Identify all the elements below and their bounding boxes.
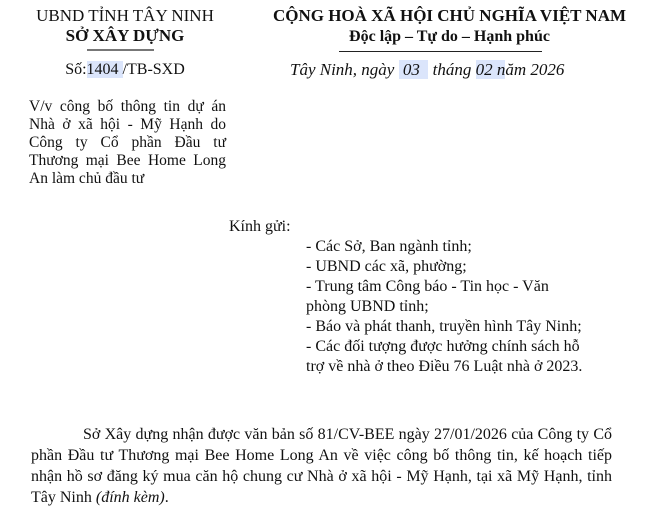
body-text-main: Sở Xây dựng nhận được văn bản số 81/CV-BEE ngày 27/01/2026 của Công ty Cổ phần Đầu tư Thương mại Bee Home Long An về việc công bố thông tin, kế hoạch tiếp nhận hồ sơ đăng ký mua căn hộ chung cư Nhà ở xã hội - Mỹ Hạnh, tại xã Mỹ Hạnh, tỉnh Tây Ninh: [31, 426, 612, 506]
date-day-field[interactable]: 03: [399, 60, 429, 79]
national-header-block: [250, 6, 649, 48]
recipient-item: - Trung tâm Công báo - Tin học - Văn: [306, 278, 549, 295]
recipient-item: - Các đối tượng được hưởng chính sách hỗ: [306, 338, 580, 355]
recipient-item: - Báo và phát thanh, truyền hình Tây Ninh;: [306, 318, 582, 335]
date-year: ăm 2026: [505, 60, 565, 79]
motto-underline: [339, 51, 542, 52]
document-number-field[interactable]: 1404: [86, 61, 119, 78]
recipients-label: Kính gửi:: [229, 218, 291, 235]
date-prefix: Tây Ninh, ngày: [290, 60, 395, 79]
subject-line: An làm chủ đầu tư: [29, 170, 145, 187]
subject-line: Nhà ở xã hội - Mỹ Hạnh do: [29, 116, 226, 133]
subject-line: Công ty Cổ phần Đầu tư: [29, 134, 226, 151]
subject-block: [29, 98, 226, 188]
agency-name: SỞ XÂY DỰNG: [65, 26, 185, 45]
date-month-field[interactable]: 02 n: [475, 60, 506, 79]
document-number: [0, 61, 250, 79]
recipient-item: phòng UBND tỉnh;: [306, 298, 429, 315]
subject-line: Thương mại Bee Home Long: [29, 152, 226, 169]
date-line: [290, 60, 590, 80]
recipients-list: [306, 237, 636, 377]
recipient-item: trợ về nhà ở theo Điều 76 Luật nhà ở 2023.: [306, 358, 583, 375]
national-motto: Độc lập – Tự do – Hạnh phúc: [349, 28, 550, 45]
recipient-item: - UBND các xã, phường;: [306, 258, 467, 275]
document-number-suffix: /TB-SXD: [122, 61, 185, 78]
national-title: CỘNG HOÀ XÃ HỘI CHỦ NGHĨA VIỆT NAM: [272, 6, 627, 25]
attachment-note: (đính kèm): [95, 489, 165, 506]
recipient-item: - Các Sở, Ban ngành tỉnh;: [306, 238, 472, 255]
parent-agency: UBND TỈNH TÂY NINH: [36, 6, 214, 25]
date-month-label: tháng: [432, 60, 472, 79]
agency-underline: [87, 49, 154, 51]
subject-line: V/v công bố thông tin dự án: [29, 98, 226, 115]
body-paragraph: Sở Xây dựng nhận được văn bản số 81/CV-BEE ngày 27/01/2026 của Công ty Cổ phần Đầu tư Thương mại Bee Home Long An về việc công bố thông tin, kế hoạch tiếp nhận hồ sơ đăng ký mua căn hộ chung cư Nhà ở xã hội - Mỹ Hạnh, tại xã Mỹ Hạnh, tỉnh Tây Ninh (đính kèm).: [31, 426, 612, 506]
issuing-agency-block: [0, 6, 250, 46]
document-number-label: Số:: [65, 61, 87, 78]
